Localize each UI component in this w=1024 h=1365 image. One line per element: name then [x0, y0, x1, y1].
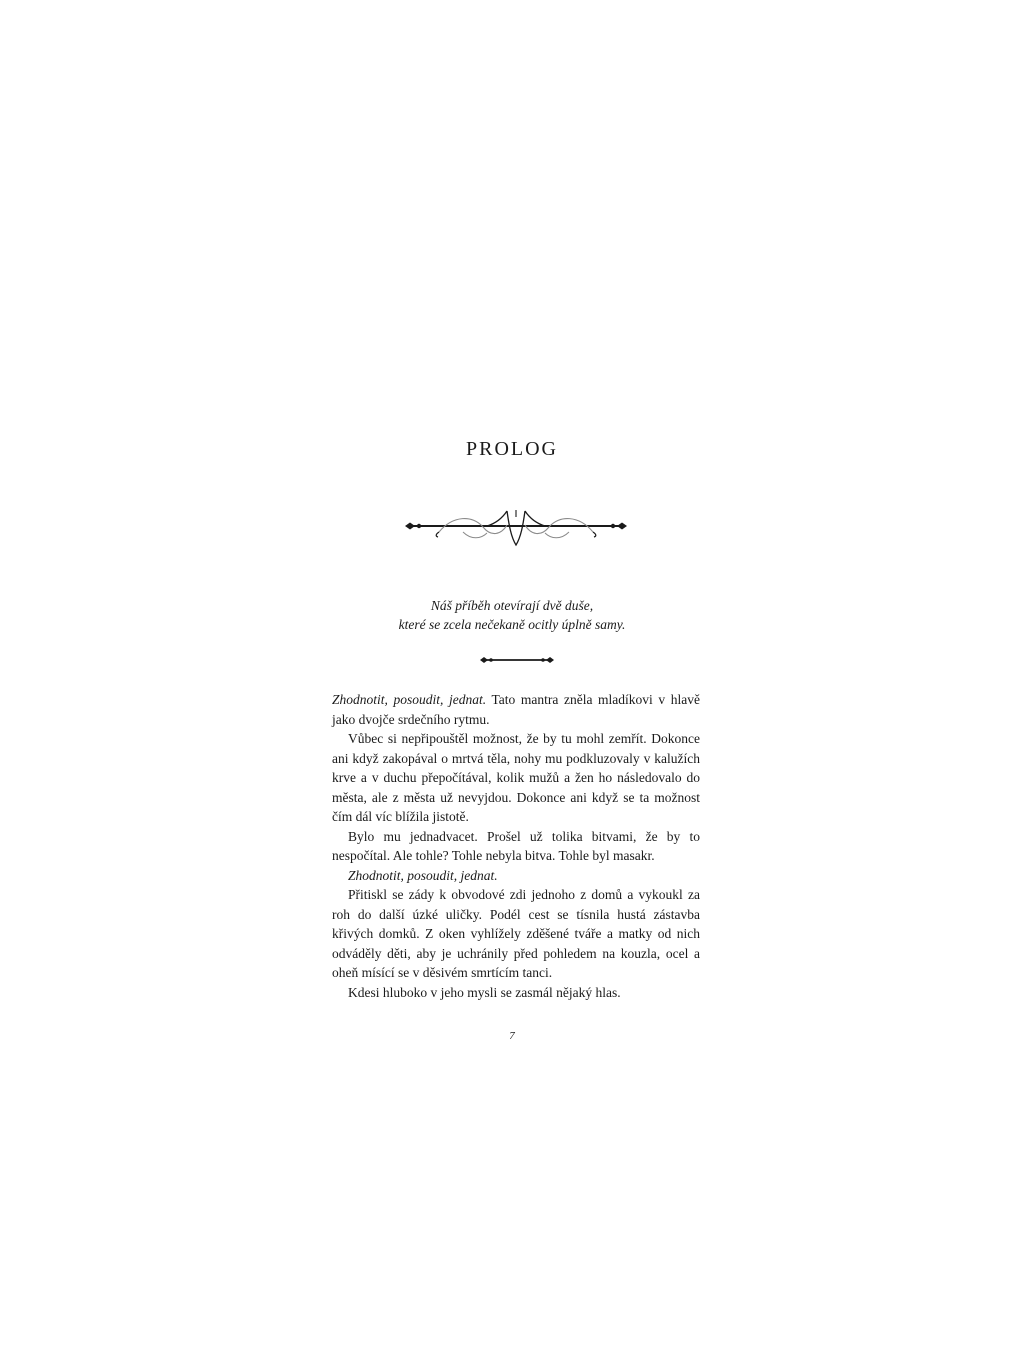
page-number: 7 [509, 1030, 515, 1042]
paragraph-3: Bylo mu jednadvacet. Prošel už tolika bitvami, že by to nespočítal. Ale tohle? Tohle nebyla bitva. Tohle byl masakr. [332, 828, 700, 863]
mantra-italic: Zhodnotit, posoudit, jednat. [332, 692, 487, 707]
epigraph [0, 596, 1024, 634]
paragraph-1-text: Tato mantra zněla mladíkovi v hlavě jako dvojče srdečního rytmu. [332, 692, 700, 727]
flourish-divider-icon [403, 505, 629, 551]
paragraph-1 [332, 690, 700, 729]
paragraph-6: Kdesi hluboko v jeho mysli se zasmál nějaký hlas. [348, 984, 621, 1000]
epigraph-line-2: které se zcela nečekaně ocitly úplně samy. [398, 617, 626, 632]
epigraph-line-1: Náš příběh otevírají dvě duše, [430, 598, 594, 613]
paragraph-5: Přitiskl se zády k obvodové zdi jednoho z domů a vykoukl za roh do další úzké uličky. Podél cest se tísnila hustá zástavba křivých domků. Z oken vyhlížely zděšené tváře a matky od nich odváděly děti, aby je uchránily před pohledem na kouzla, ocel a oheň mísící se v děsivém smrtícím tanci. [332, 887, 700, 980]
small-divider-icon [479, 654, 555, 666]
chapter-title: PROLOG [465, 438, 558, 460]
paragraph-2: Vůbec si nepřipouštěl možnost, že by tu mohl zemřít. Dokonce ani když zakopával o mrtvá těla, nohy mu podkluzovaly v kalužích krve a v duchu přepočítával, kolik mužů a žen ho následovalo do města, ale z města už nevyjdou. Dokonce ani když se ta možnost čím dál víc blížila jistotě. [332, 731, 700, 824]
paragraph-4-mantra: Zhodnotit, posoudit, jednat. [348, 867, 498, 883]
chapter-body [332, 690, 700, 1002]
